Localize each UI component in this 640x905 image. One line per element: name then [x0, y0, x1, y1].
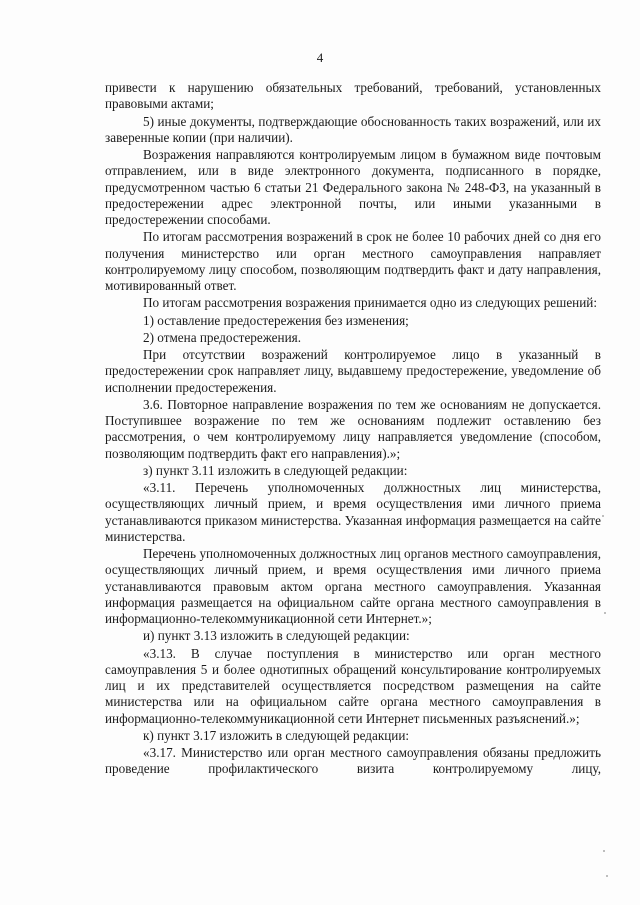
- paragraph-3: Возражения направляются контролируемым лицом в бумажном виде почтовым отправлением, или в виде электронного документа, подписанного в порядке, предусмотренном частью 6 статьи 21 Федерального закона № 248-ФЗ, на указанный в предостережении адрес электронной почты, или иными указанными в предостережении способами.: [105, 147, 601, 227]
- clause-3-11-part-2: Перечень уполномоченных должностных лиц органов местного самоуправления, осуществляющих личный прием, и время осуществления ими личного приема устанавливаются правовым актом органа местного самоуправления. Указанная информация размещается на официальном сайте органа местного самоуправления в информационно-телекоммуникационной сети Интернет.»;: [105, 546, 601, 626]
- clause-3-17: «3.17. Министерство или орган местного самоуправления обязаны предложить проведение профилактического визита контролируемому лицу,: [105, 745, 601, 777]
- list-item-1: 1) оставление предостережения без изменения;: [143, 312, 409, 328]
- clause-3-13: «3.13. В случае поступления в министерство или орган местного самоуправления 5 и более однотипных обращений консультирование контролируемых лиц и их представителей осуществляется посредством размещения на сайте министерства или на официальном сайте органа местного самоуправления в информационно-телекоммуникационной сети Интернет письменных разъяснений.»;: [105, 645, 601, 726]
- scan-speck: [602, 515, 604, 517]
- page-number: 4: [316, 50, 324, 65]
- paragraph-4: По итогам рассмотрения возражений в срок не более 10 рабочих дней со дня его получения министерство или орган местного самоуправления направляет контролируемому лицу способом, позволяющим подтвердить факт и дату направления, мотивированный ответ.: [105, 229, 601, 293]
- amendment-i: и) пункт 3.13 изложить в следующей редакции:: [143, 628, 410, 644]
- paragraph-5: По итогам рассмотрения возражения принимается одно из следующих решений:: [143, 295, 598, 311]
- list-item-2: 2) отмена предостережения.: [143, 329, 302, 345]
- amendment-z: з) пункт 3.11 изложить в следующей редакции:: [143, 462, 408, 478]
- paragraph-7: 3.6. Повторное направление возражения по тем же основаниям не допускается. Поступившее возражение по тем же основаниям подлежит оставлению без рассмотрения, о чем контролируемому лицу направляется уведомление (способом, позволяющим подтвердить факт его направления).»;: [105, 396, 601, 461]
- document-body: [105, 80, 601, 779]
- clause-3-11: «3.11. Перечень уполномоченных должностных лиц министерства, осуществляющих личный прием, и время осуществления ими личного приема устанавливаются приказом министерства. Указанная информация размещается на сайте министерства.: [105, 480, 601, 544]
- amendment-k: к) пункт 3.17 изложить в следующей редакции:: [143, 727, 410, 743]
- paragraph-1: привести к нарушению обязательных требований, требований, установленных правовыми актами;: [105, 80, 601, 112]
- scan-speck: [603, 850, 605, 852]
- paragraph-6: При отсутствии возражений контролируемое лицо в указанный в предостережении срок направляет лицу, выдавшему предостережение, уведомление об исполнении предостережения.: [105, 347, 601, 395]
- scan-speck: [604, 612, 606, 614]
- paragraph-2: 5) иные документы, подтверждающие обоснованность таких возражений, или их заверенные копии (при наличии).: [105, 113, 601, 145]
- scan-speck: [606, 875, 608, 877]
